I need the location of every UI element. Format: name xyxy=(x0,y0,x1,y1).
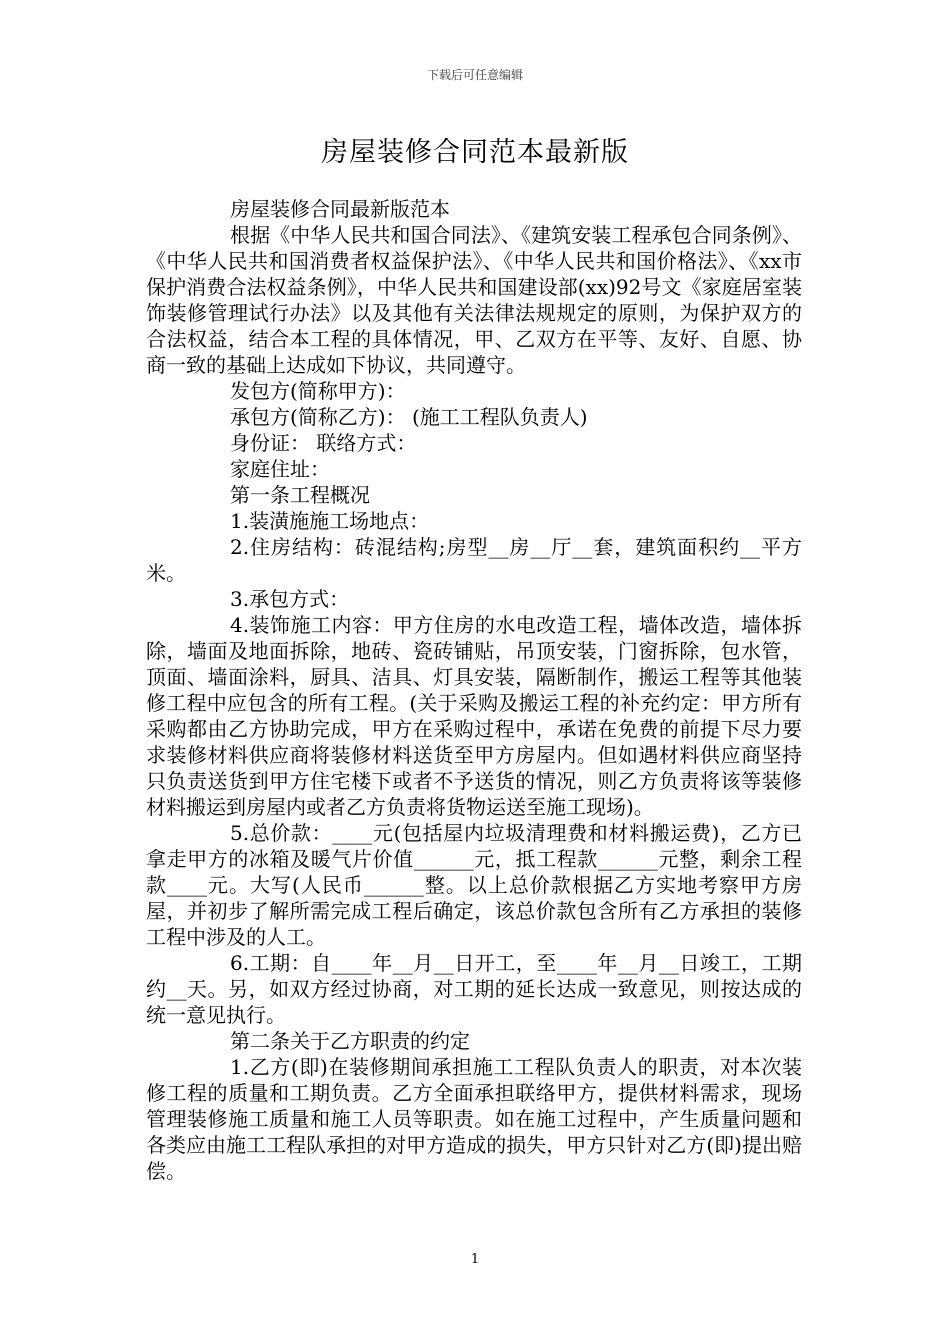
section-heading-1: 第一条工程概况 xyxy=(230,483,370,507)
paragraph-subtitle: 房屋装修合同最新版范本 xyxy=(230,197,450,221)
clause-1-5: 5.总价款：____元(包括屋内垃圾清理费和材料搬运费)，乙方已拿走甲方的冰箱及暖气片价值______元，抵工程款______元整，剩余工程款____元。大写(人民币______整。以上总价款根据乙方实地考察甲方房屋，并初步了解所需完成工程后确定，该总价款包含所有乙方承担的装修工程中涉及的人工。 xyxy=(146,821,802,949)
header-note: 下载后可任意编辑 xyxy=(426,68,523,82)
paragraph-address: 家庭住址： xyxy=(230,457,330,481)
section-heading-2: 第二条关于乙方职责的约定 xyxy=(230,1029,470,1053)
clause-1-3: 3.承包方式： xyxy=(230,587,350,611)
paragraph-party-b: 承包方(简称乙方)： (施工工程队负责人) xyxy=(230,405,588,429)
clause-1-4: 4.装饰施工内容：甲方住房的水电改造工程，墙体改造，墙体拆除，墙面及地面拆除，地砖、瓷砖铺贴，吊顶安装，门窗拆除，包水管，顶面、墙面涂料，厨具、洁具、灯具安装，隔断制作，搬运工程等其他装修工程中应包含的所有工程。(关于采购及搬运工程的补充约定：甲方所有采购都由乙方协助完成，甲方在采购过程中，承诺在免费的前提下尽力要求装修材料供应商将装修材料送货至甲方房屋内。但如遇材料供应商坚持只负责送货到甲方住宅楼下或者不予送货的情况，则乙方负责将该等装修材料搬运到房屋内或者乙方负责将货物运送至施工现场)。 xyxy=(146,613,802,819)
paragraph-id-contact: 身份证： 联络方式： xyxy=(230,431,417,455)
document-body xyxy=(146,196,802,1184)
clause-1-1: 1.装潢施施工场地点： xyxy=(230,509,430,533)
clause-1-6: 6.工期：自____年__月__日开工，至____年__月__日竣工，工期约__天。另，如双方经过协商，对工期的延长达成一致意见，则按达成的统一意见执行。 xyxy=(146,951,802,1027)
clause-1-2: 2.住房结构：砖混结构;房型__房__厅__套，建筑面积约__平方米。 xyxy=(146,535,802,585)
clause-2-1: 1.乙方(即)在装修期间承担施工工程队负责人的职责，对本次装修工程的质量和工期负责。乙方全面承担联络甲方，提供材料需求，现场管理装修施工质量和施工人员等职责。如在施工过程中，产生质量问题和各类应由施工工程队承担的对甲方造成的损失，甲方只针对乙方(即)提出赔偿。 xyxy=(146,1055,802,1183)
paragraph-party-a: 发包方(简称甲方)： xyxy=(230,379,406,403)
document-title: 房屋装修合同范本最新版 xyxy=(321,137,629,168)
paragraph-preamble: 根据《中华人民共和国合同法》、《建筑安装工程承包合同条例》、《中华人民共和国消费者权益保护法》、《中华人民共和国价格法》、《xx市保护消费合法权益条例》，中华人民共和国建设部(xx)92号文《家庭居室装饰装修管理试行办法》以及其他有关法律法规规定的原则，为保护双方的合法权益，结合本工程的具体情况，甲、乙双方在平等、友好、自愿、协商一致的基础上达成如下协议，共同遵守。 xyxy=(146,223,802,377)
page-number: 1 xyxy=(470,1252,480,1267)
